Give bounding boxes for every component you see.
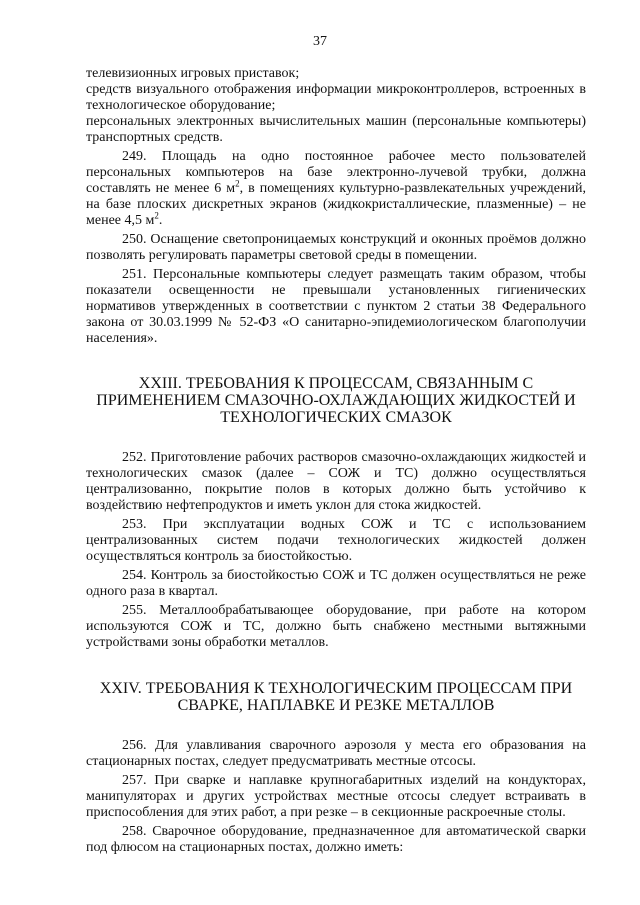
paragraph-257: 257. При сварке и наплавке крупногабаритных изделий на кондукторах, манипуляторах и других устройствах местные отсосы следует встраивать в приспособления для этих работ, а при резке – в секционные раскроечные столы. [86,773,586,820]
paragraph-256: 256. Для улавливания сварочного аэрозоля у места его образования на стационарных постах, следует предусматривать местные отсосы. [86,738,586,769]
section-heading-xxiii: XXIII. ТРЕБОВАНИЯ К ПРОЦЕССАМ, СВЯЗАННЫМ С ПРИМЕНЕНИЕМ СМАЗОЧНО-ОХЛАЖДАЮЩИХ ЖИДКОСТЕЙ И ТЕХНОЛОГИЧЕСКИХ СМАЗОК [96,375,576,426]
paragraph-249-text-c: . [158,213,163,228]
list-item-microcontrollers: средств визуального отображения информации микроконтроллеров, встроенных в технологическое оборудование; [86,82,586,113]
section-heading-xxiv: XXIV. ТРЕБОВАНИЯ К ТЕХНОЛОГИЧЕСКИМ ПРОЦЕССАМ ПРИ СВАРКЕ, НАПЛАВКЕ И РЕЗКЕ МЕТАЛЛОВ [99,680,573,714]
page-content [86,66,586,856]
page-number: 37 [313,34,327,49]
paragraph-250: 250. Оснащение светопроницаемых конструкций и оконных проёмов должно позволять регулировать параметры световой среды в помещении. [86,232,586,263]
paragraph-251: 251. Персональные компьютеры следует размещать таким образом, чтобы показатели освещенности не превышали установленных гигиенических нормативов утвержденных в соответствии с пунктом 2 статьи 38 Федерального закона от 30.03.1999 № 52-ФЗ «О санитарно-эпидемиологическом благополучии населения». [86,267,586,346]
superscript-squared: 2 [154,210,159,221]
list-item-tv-consoles: телевизионных игровых приставок; [86,66,300,81]
paragraph-249-text-a: 249. Площадь на одно постоянное рабочее место пользователей персональных компьютеров на базе электронно-лучевой трубки, должна составлять не менее 6 м [86,149,586,196]
paragraph-253: 253. При эксплуатации водных СОЖ и ТС с использованием централизованных систем подачи технологических жидкостей должен осуществляться контроль за биостойкостью. [86,517,586,564]
paragraph-252: 252. Приготовление рабочих растворов смазочно-охлаждающих жидкостей и технологических смазок (далее – СОЖ и ТС) должно осуществляться централизованно, покрытие полов в которых должно быть устойчиво к воздействию нефтепродуктов и иметь уклон для стока жидкостей. [86,450,586,513]
superscript-squared: 2 [235,178,240,189]
paragraph-249 [86,149,586,229]
list-item-transport-pc: персональных электронных вычислительных машин (персональные компьютеры) транспортных средств. [86,114,586,145]
paragraph-249-text-b: , в помещениях культурно-развлекательных учреждений, на базе плоских дискретных экранов (жидкокристаллические, плазменные) – не менее 4,5 м [86,181,586,228]
paragraph-254: 254. Контроль за биостойкостью СОЖ и ТС должен осуществляться не реже одного раза в квартал. [86,568,586,599]
paragraph-255: 255. Металлообрабатывающее оборудование, при работе на котором используются СОЖ и ТС, должно быть снабжено местными вытяжными устройствами зоны обработки металлов. [86,603,586,650]
paragraph-258: 258. Сварочное оборудование, предназначенное для автоматической сварки под флюсом на стационарных постах, должно иметь: [86,824,586,855]
